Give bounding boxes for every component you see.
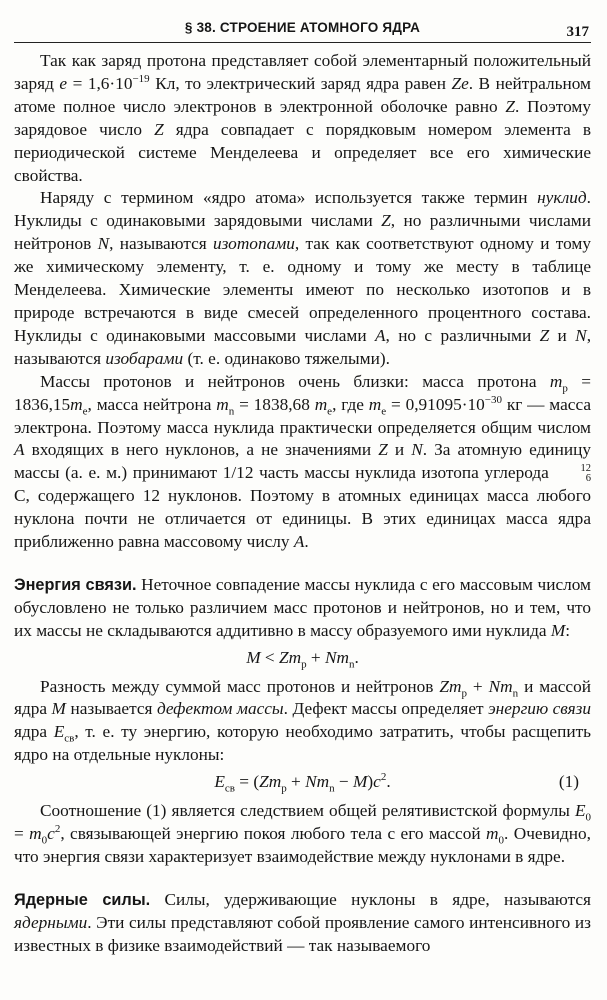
page-number: 317 [566,24,589,40]
paragraph-mass-defect: Разность между суммой масс протонов и нейтронов $Zm_p + Nm_n$ и массой ядра M называется дефектом массы. Дефект массы определяет энергию связи ядра $E_{св}$, т. е. ту энергию, которую необходимо затратить, чтобы расщепить ядро на отдельные нуклоны: [14,676,591,765]
section-title: § 38. СТРОЕНИЕ АТОМНОГО ЯДРА [184,20,421,35]
term-binding-energy: энергию связи [488,699,591,719]
term-nuclide: нуклид [537,188,587,208]
term-isotopes: изотопами [213,234,295,254]
paragraph-relativistic: Соотношение (1) является следствием общей релятивистской формулы $E_0 = m_0c^2$, связывающей энергию покоя любого тела с его массой $m_0$. Очевидно, что энергия связи характеризует взаимодействие между нуклонами в ядре. [14,801,591,866]
heading-binding-energy: Энергия связи. [14,575,137,594]
term-nuclear: ядерными [14,912,88,932]
page-body [14,50,591,958]
running-header [14,6,591,43]
formula-binding-energy: $E_{св} = (Zm_p + Nm_n - M)c^2$. (1) [214,771,579,795]
equation-number: (1) [558,772,579,792]
paragraph-proton-charge: Так как заряд протона представляет собой элементарный положительный заряд $e = 1,6\cdot 10^{-19}$ Кл, то электрический заряд ядра равен Ze. В нейтральном атоме полное число электронов в электронной оболочке равно Z. Поэтому зарядовое число Z ядра совпадает с порядковым номером элемента в периодической системе Менделеева и определяет все его химические свойства. [14,51,591,185]
paragraph-nuclides: Наряду с термином «ядро атома» используется также термин нуклид. Нуклиды с одинаковыми зарядовыми числами Z, но различными числами нейтронов N, называются изотопами, так как соответствуют одному и тому же химическому элементу, т. е. одному и тому же месту в таблице Менделеева. Химические элементы имеют по несколько изотопов и в природе встречаются в виде смесей определенного процентного состава. Нуклиды с одинаковыми массовыми числами A, но с различными Z и N, называются изобарами (т. е. одинаково тяжелыми). [14,188,592,368]
paragraph-masses: Массы протонов и нейтронов очень близки: масса протона $m_p = 1836,15m_e$, масса нейтрона $m_n = 1838,68$ $m_e$, где $m_e = 0,91095\cdot 10^{-30}$ кг — масса электрона. Поэтому масса нуклида практически определяется общим числом A входящих в него нуклонов, а не значениями Z и N. За атомную единицу массы (а. е. м.) принимают 1/12 часть массы нуклида изотопа углерода 12 6 C, содержащего 12 нуклонов. Поэтому в атомных единицах масса любого нуклона почти не отличается от единицы. В этих единицах масса ядра приближенно равна массовому числу A. [14,371,592,552]
term-isobars: изобарами [105,348,184,368]
formula-mass-inequality: $M < Zm_p + Nm_n$. [246,647,359,671]
paragraph-binding-energy: Энергия связи. Неточное совпадение массы нуклида с его массовым числом обусловлено не только различием масс протонов и нейтронов, но и тем, что их массы не складываются аддитивно в массу образуемого ими нуклида M: [14,574,591,640]
paragraph-nuclear-forces: Ядерные силы. Силы, удерживающие нуклоны в ядре, называются ядерными. Эти силы представляют собой проявление самого интенсивного из известных в физике взаимодействий — так называемого [14,889,591,955]
heading-nuclear-forces: Ядерные силы. [14,890,151,909]
term-mass-defect: дефектом массы [156,699,284,719]
